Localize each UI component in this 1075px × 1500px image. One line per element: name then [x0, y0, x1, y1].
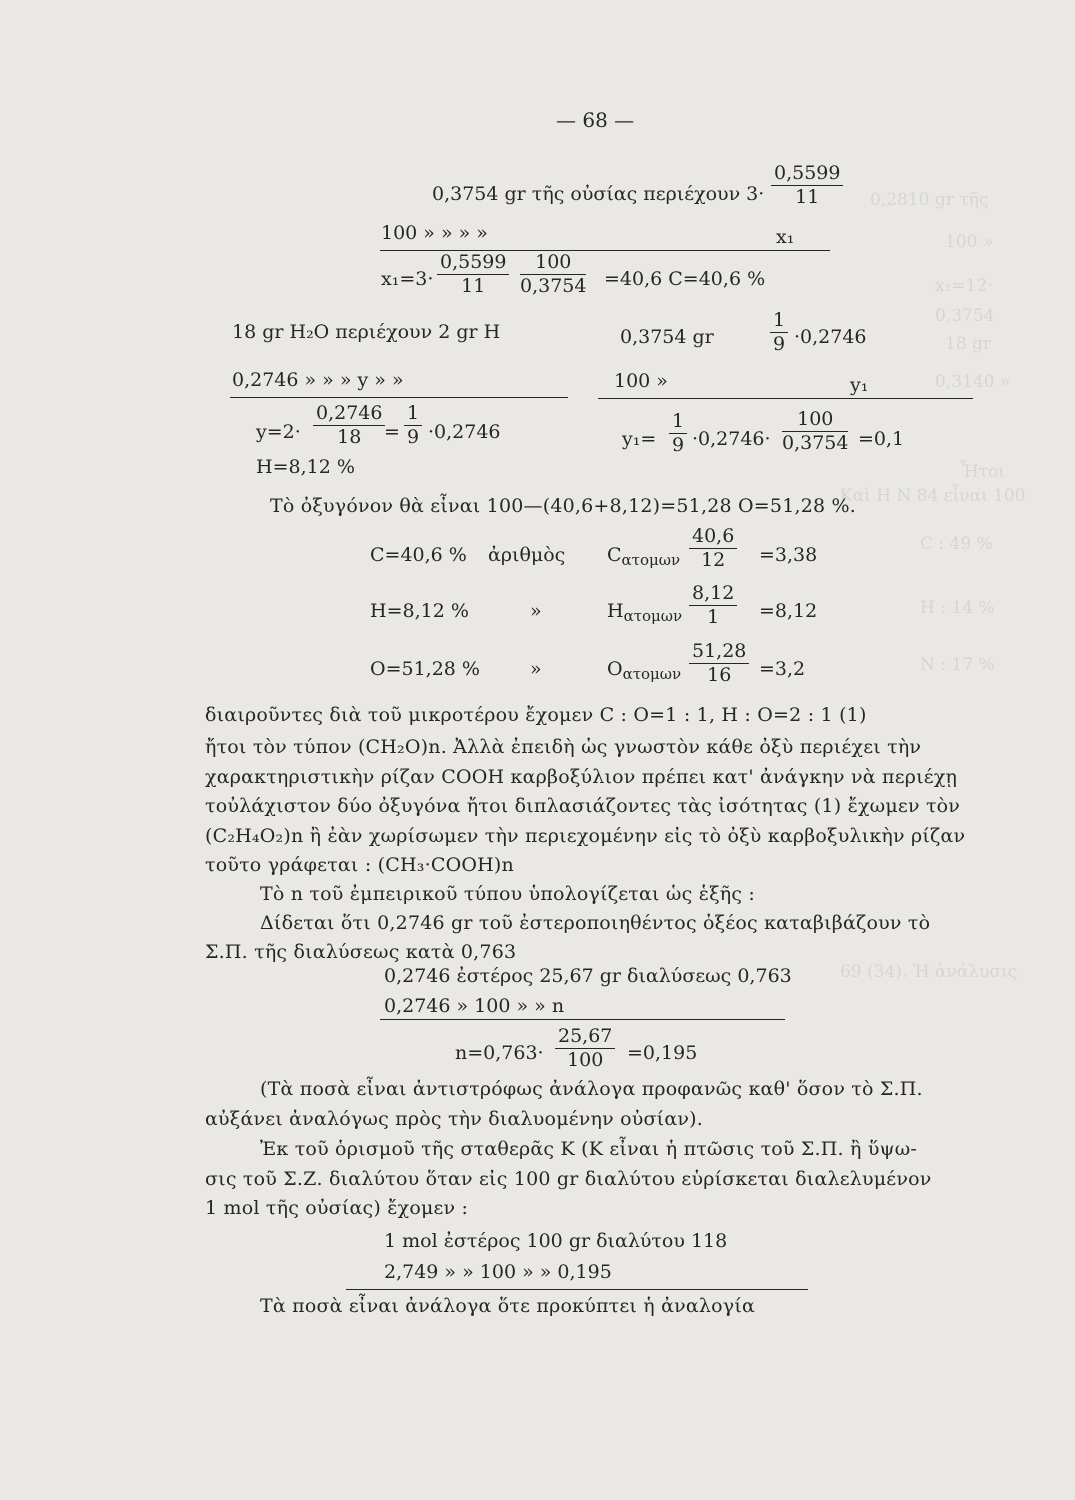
calc2-right-result: =0,1: [858, 428, 905, 450]
calc2-right-line2-var: y₁: [850, 374, 869, 396]
fraction-denominator: 9: [407, 426, 420, 448]
fraction-denominator: 0,3754: [782, 432, 849, 454]
calc2-right-line3-lhs: y₁=: [622, 428, 657, 450]
fraction-denominator: 100: [567, 1049, 604, 1071]
bleed-through-1: 100 »: [945, 232, 994, 252]
calc2-right-line1: 0,3754 gr: [620, 326, 714, 348]
calc3-fraction: [555, 1027, 615, 1070]
fraction-numerator: 100: [520, 253, 586, 275]
fraction-numerator: 8,12: [689, 584, 737, 606]
calc2-left-line2: 0,2746 » » » y » »: [232, 369, 404, 391]
para2-line-0: Τὸ n τοῦ ἐμπειρικοῦ τύπου ὑπολογίζεται ὡς ἑξῆς :: [260, 883, 756, 905]
para1-line-5: τοῦτο γράφεται : (CH₃·COOH)n: [205, 854, 514, 876]
bleed-through-2: x₁=12·: [935, 276, 993, 296]
para1-line-3: τοὐλάχιστον δύο ὀξυγόνα ἤτοι διπλασιάζοντες τὰς ἰσότητας (1) ἔχωμεν τὸν: [205, 795, 961, 817]
fraction-denominator: 9: [672, 434, 685, 456]
para1-line-2: χαρακτηριστικὴν ρίζαν COOH καρβοξύλιον πρέπει κατ' ἀνάγκην νὰ περιέχῃ: [205, 766, 958, 788]
atom-subscript: ατομων: [623, 607, 683, 625]
calc2-right-line2: 100 »: [614, 370, 668, 392]
fraction-numerator: 0,2746: [313, 404, 385, 426]
para3-line-0: (Τὰ ποσὰ εἶναι ἀντιστρόφως ἀνάλογα προφανῶς καθ' ὅσον τὸ Σ.Π.: [260, 1078, 923, 1100]
atoms-2-sym: [607, 660, 681, 682]
fraction-denominator: 0,3754: [520, 275, 587, 297]
calc1-line2-var: x₁: [776, 226, 795, 248]
calc1-fraction-a: [437, 253, 509, 296]
calc3-result: =0,195: [627, 1042, 698, 1064]
calc2-right-mid: ·0,2746·: [692, 428, 771, 450]
calc2-right-fraction-b: [782, 410, 848, 453]
atom-subscript: ατομων: [621, 551, 681, 569]
fraction-numerator: 51,28: [689, 642, 749, 664]
para4-line-1: σις τοῦ Σ.Ζ. διαλύτου ὅταν εἰς 100 gr διαλύτου εὑρίσκεται διαλελυμένον: [205, 1168, 932, 1190]
oxygen-line: Τὸ ὀξυγόνον θὰ εἶναι 100—(40,6+8,12)=51,28 O=51,28 %.: [270, 495, 857, 517]
atoms-0-result: =3,38: [759, 544, 818, 566]
fraction-numerator: 1: [770, 311, 788, 333]
fraction-denominator: 11: [461, 275, 486, 297]
atoms-1-word: »: [530, 600, 542, 622]
para1-line-0: διαιροῦντες διὰ τοῦ μικροτέρου ἔχομεν C : O=1 : 1, H : O=2 : 1 (1): [205, 704, 867, 726]
para2-line-2: Σ.Π. τῆς διαλύσεως κατὰ 0,763: [205, 941, 517, 963]
atoms-1-result: =8,12: [759, 600, 818, 622]
bleed-through-8: N : 17 %: [920, 655, 995, 675]
bleed-through-3: 0,3754: [935, 306, 995, 326]
fraction-numerator: 1: [669, 412, 687, 434]
calc2-left-result: ·0,2746: [428, 421, 501, 443]
calc1-line1: 0,3754 gr τῆς οὐσίας περιέχουν 3·: [432, 183, 765, 205]
calc4-rule: [346, 1289, 808, 1290]
fraction-numerator: 0,5599: [437, 253, 509, 275]
fraction-numerator: 0,5599: [771, 164, 843, 186]
atom-symbol: O: [607, 658, 623, 680]
calc2-left-fraction-a: [313, 404, 385, 447]
page-number: — 68 —: [556, 108, 635, 132]
bleed-through-5: 0,3140 »: [935, 372, 1011, 392]
calc2-left-eq: =: [384, 421, 400, 443]
fraction-numerator: 40,6: [689, 527, 737, 549]
calc4-line2: 2,749 » » 100 » » 0,195: [384, 1261, 612, 1283]
calc2-right-rule: [598, 398, 973, 399]
calc3-line2: 0,2746 » 100 » » n: [384, 995, 565, 1017]
para2-line-1: Δίδεται ὅτι 0,2746 gr τοῦ ἐστεροποιηθέντος ὀξέος καταβιβάζουν τὸ: [260, 912, 931, 934]
calc2-left-fraction-b: [404, 404, 422, 447]
atoms-2-fraction: [689, 642, 749, 685]
para1-line-1: ἤτοι τὸν τύπον (CH₂O)n. Ἀλλὰ ἐπειδὴ ὡς γνωστὸν κάθε ὀξὺ περιέχει τὴν: [205, 736, 922, 758]
atoms-1-sym: [607, 602, 682, 624]
calc2-right-fraction-a: [669, 412, 687, 455]
para3-line-1: αὐξάνει ἀναλόγως πρὸς τὴν διαλυομένην οὐσίαν).: [205, 1108, 703, 1130]
calc2-right-line1-result: ·0,2746: [794, 326, 867, 348]
atoms-0-sym: [607, 546, 680, 568]
atoms-2-word: »: [530, 658, 542, 680]
fraction-numerator: 25,67: [555, 1027, 615, 1049]
bleed-through-9: Ἦτοι: [960, 462, 1005, 482]
atoms-2-result: =3,2: [759, 658, 806, 680]
bleed-through-0: 0,2810 gr τῆς: [870, 190, 989, 210]
calc3-line1: 0,2746 ἐστέρος 25,67 gr διαλύσεως 0,763: [384, 965, 792, 987]
atoms-1-pct: H=8,12 %: [370, 600, 469, 622]
calc2-left-line1: 18 gr H₂O περιέχουν 2 gr H: [232, 321, 501, 343]
para4-line-0: Ἐκ τοῦ ὁρισμοῦ τῆς σταθερᾶς Κ (Κ εἶναι ἡ πτῶσις τοῦ Σ.Π. ἢ ὕψω-: [260, 1138, 918, 1160]
bleed-through-10: Καὶ Η Ν 84 εἶναι 100: [840, 486, 1026, 506]
calc1-line1-fraction: [771, 164, 843, 207]
calc3-rule: [380, 1019, 785, 1020]
fraction-denominator: 12: [701, 549, 726, 571]
calc2-right-fraction: [770, 311, 788, 354]
fraction-denominator: 9: [773, 333, 786, 355]
bleed-through-7: H : 14 %: [920, 598, 995, 618]
atom-subscript: ατομων: [622, 665, 682, 683]
fraction-denominator: 1: [707, 606, 720, 628]
calc1-fraction-b: [520, 253, 586, 296]
para4-line-2: 1 mol τῆς οὐσίας) ἔχομεν :: [205, 1197, 469, 1219]
atom-symbol: H: [607, 600, 624, 622]
fraction-numerator: 1: [404, 404, 422, 426]
bleed-through-6: C : 49 %: [920, 534, 993, 554]
atoms-0-pct: C=40,6 %: [370, 544, 467, 566]
calc2-left-rule: [230, 397, 568, 398]
para1-line-4: (C₂H₄O₂)n ἢ ἐὰν χωρίσωμεν τὴν περιεχομένην εἰς τὸ ὀξὺ καρβοξυλικὴν ρίζαν: [205, 825, 966, 847]
bleed-through-4: 18 gr: [945, 334, 992, 354]
final-line: Τὰ ποσὰ εἶναι ἀνάλογα ὅτε προκύπτει ἡ ἀναλογία: [260, 1295, 756, 1317]
calc3-lhs: n=0,763·: [455, 1042, 544, 1064]
calc1-line2: 100 » » » »: [381, 222, 488, 244]
bleed-through-11: 69 (34). Ἡ ἀνάλυσις: [840, 962, 1018, 982]
atoms-2-pct: O=51,28 %: [370, 658, 480, 680]
calc4-line1: 1 mol ἐστέρος 100 gr διαλύτου 118: [384, 1230, 728, 1252]
atom-symbol: C: [607, 544, 622, 566]
calc1-result: =40,6 C=40,6 %: [604, 268, 766, 290]
calc2-left-line4: H=8,12 %: [256, 456, 355, 478]
atoms-1-fraction: [689, 584, 737, 627]
fraction-denominator: 18: [337, 426, 362, 448]
fraction-denominator: 16: [707, 664, 732, 686]
fraction-numerator: 100: [782, 410, 848, 432]
fraction-denominator: 11: [795, 186, 820, 208]
calc1-line3-lhs: x₁=3·: [381, 268, 434, 290]
atoms-0-fraction: [689, 527, 737, 570]
calc2-left-line3-lhs: y=2·: [256, 421, 301, 443]
atoms-0-word: ἀριθμὸς: [488, 544, 566, 566]
